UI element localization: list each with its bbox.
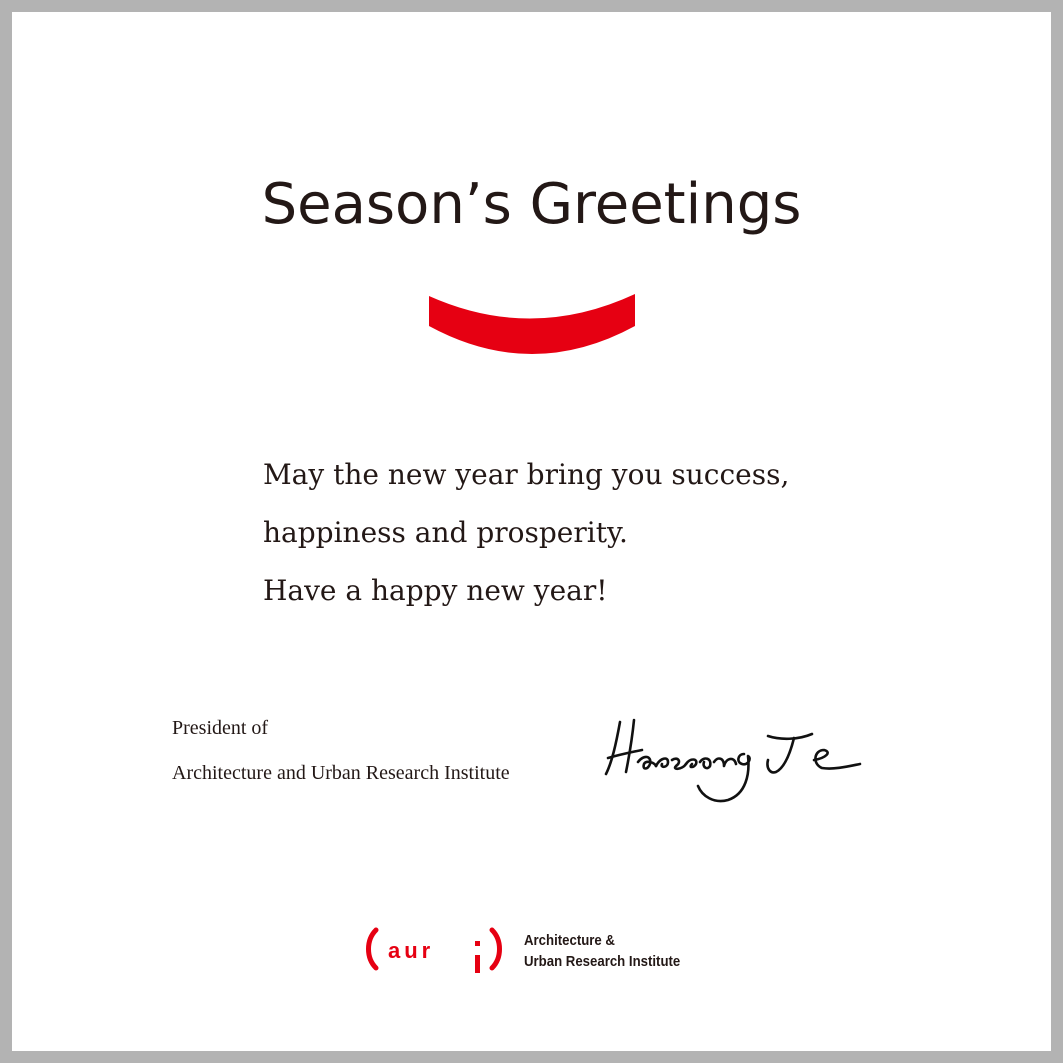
message-line: May the new year bring you success, xyxy=(263,458,790,491)
auri-logo-mark-icon xyxy=(362,924,502,984)
institute-name-line1: Architecture & xyxy=(524,932,615,949)
card-title: Season’s Greetings xyxy=(261,172,802,237)
message-line: Have a happy new year! xyxy=(263,574,608,607)
signer-organization: Architecture and Urban Research Institute xyxy=(172,762,510,784)
signature-icon xyxy=(598,714,883,809)
smile-curve-icon xyxy=(428,292,636,358)
signer-title: President of xyxy=(172,717,269,739)
institute-name xyxy=(524,930,680,972)
message-line: happiness and prosperity. xyxy=(263,516,628,549)
signer-block xyxy=(172,706,510,796)
svg-text:aur: aur xyxy=(388,938,435,963)
institute-name-line2: Urban Research Institute xyxy=(524,953,681,970)
greeting-message xyxy=(263,446,789,620)
